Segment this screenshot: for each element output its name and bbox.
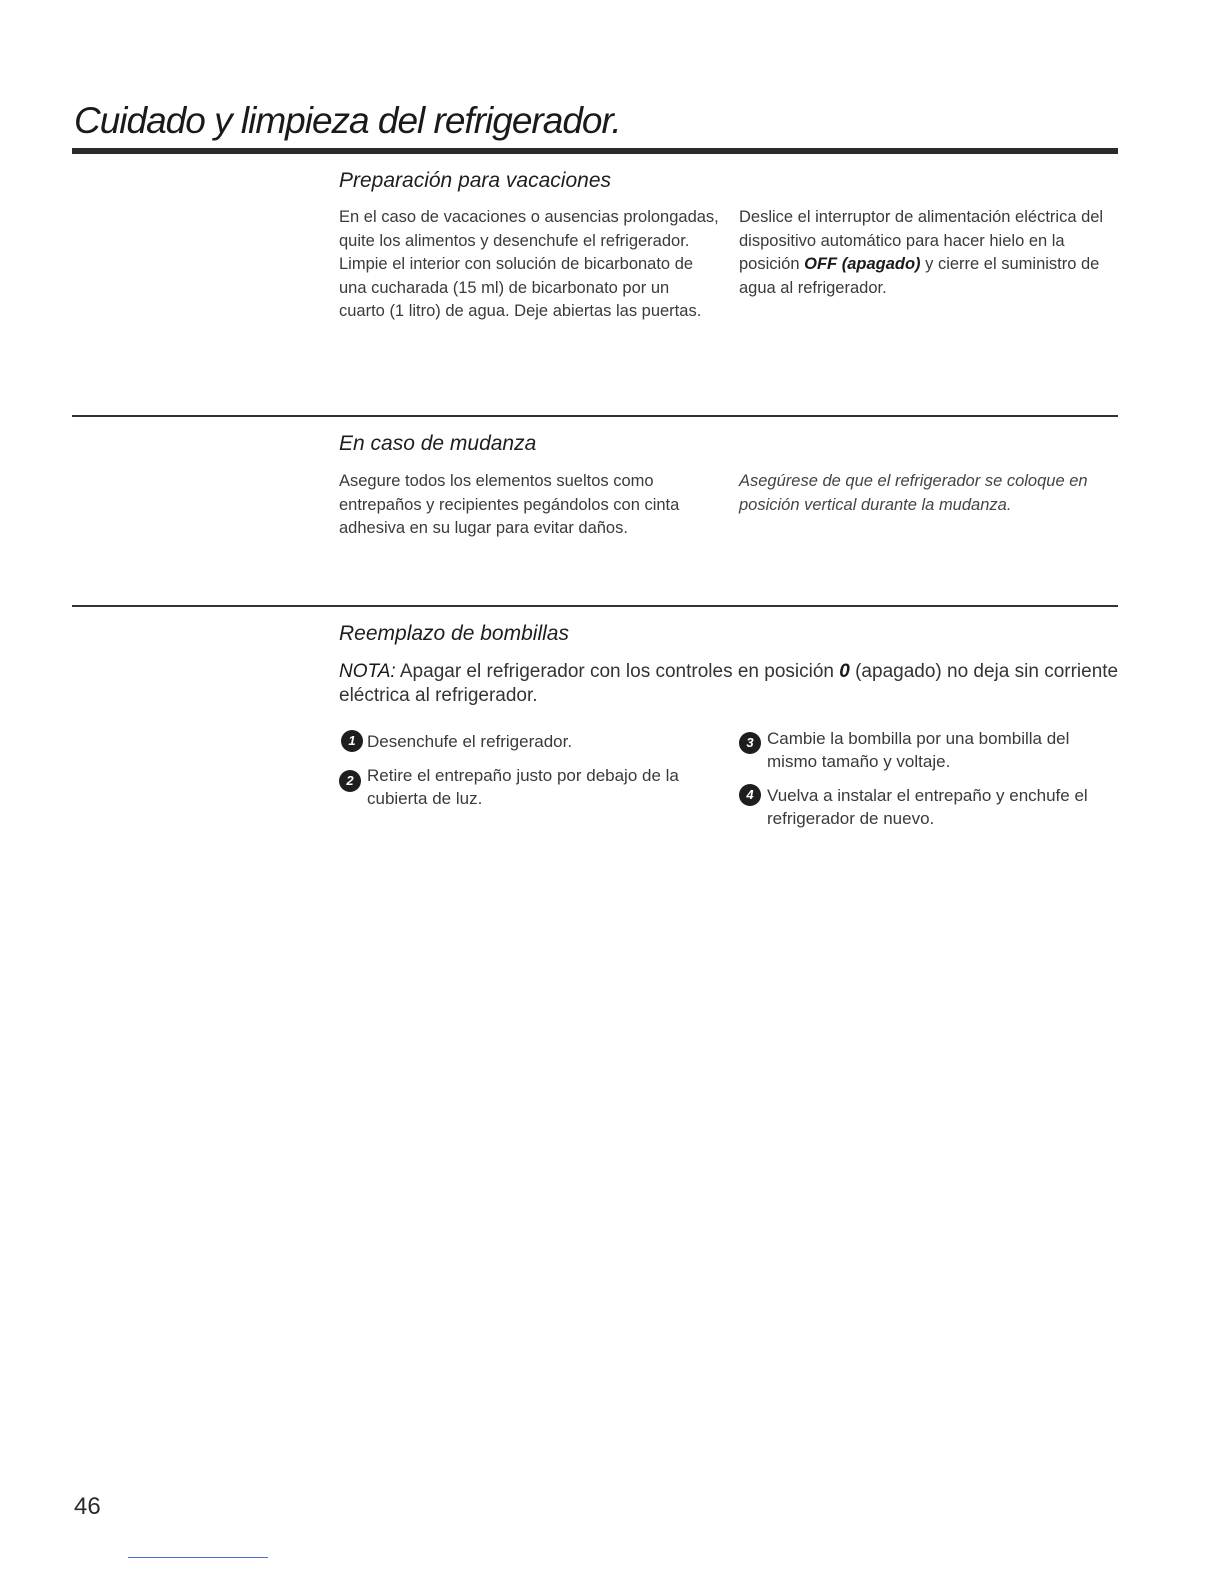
section-divider — [72, 415, 1118, 417]
step-item — [339, 730, 699, 753]
step-number-icon: 4 — [739, 784, 761, 806]
title-rule — [72, 148, 1118, 154]
vacaciones-right-before: Deslice el interruptor de alimentación eléctrica del dispositivo automático para hacer hielo en la posición — [739, 208, 1104, 273]
step-item — [739, 727, 1124, 773]
page-title: Cuidado y limpieza del refrigerador. — [74, 100, 621, 141]
step-text: Desenchufe el refrigerador. — [367, 732, 573, 751]
step-item — [339, 764, 679, 810]
page-number: 46 — [74, 1493, 101, 1520]
step-item — [739, 784, 1124, 830]
mudanza-heading: En caso de mudanza — [339, 432, 537, 455]
note-text-after: (apagado) no deja sin corriente eléctrica al refrigerador. — [339, 661, 1119, 706]
bombillas-heading: Reemplazo de bombillas — [339, 622, 569, 645]
step-text: Cambie la bombilla por una bombilla del mismo tamaño y voltaje. — [767, 729, 1070, 771]
note-value: 0 — [839, 661, 850, 682]
mudanza-left-text: Asegure todos los elementos sueltos como entrepaños y recipientes pegándolos con cinta adhesiva en su lugar para evitar daños. — [339, 472, 680, 537]
step-number-icon: 1 — [341, 730, 363, 752]
vacaciones-right-text — [739, 206, 1124, 300]
mudanza-right-text: Asegúrese de que el refrigerador se coloque en posición vertical durante la mudanza. — [739, 472, 1088, 514]
step-text: Vuelva a instalar el entrepaño y enchufe el refrigerador de nuevo. — [767, 786, 1088, 828]
note-label: NOTA: — [339, 661, 396, 682]
off-apagado-label: OFF (apagado) — [804, 255, 921, 273]
note-text-before: Apagar el refrigerador con los controles en posición — [395, 661, 840, 682]
vacaciones-right-after: y cierre el suministro de agua al refrigerador. — [739, 255, 1100, 297]
vacaciones-heading: Preparación para vacaciones — [339, 169, 611, 192]
step-text: Retire el entrepaño justo por debajo de la cubierta de luz. — [367, 766, 679, 808]
bombillas-note — [339, 660, 1119, 708]
step-number-icon: 2 — [339, 770, 361, 792]
footer-link-underline — [128, 1557, 268, 1558]
vacaciones-left-text: En el caso de vacaciones o ausencias prolongadas, quite los alimentos y desenchufe el refrigerador. Limpie el interior con solución de bicarbonato de una cucharada (15 ml) de bicarbonato por un cuarto (1 litro) de agua. Deje abiertas las puertas. — [339, 208, 719, 320]
step-number-icon: 3 — [739, 732, 761, 754]
section-divider — [72, 605, 1118, 607]
